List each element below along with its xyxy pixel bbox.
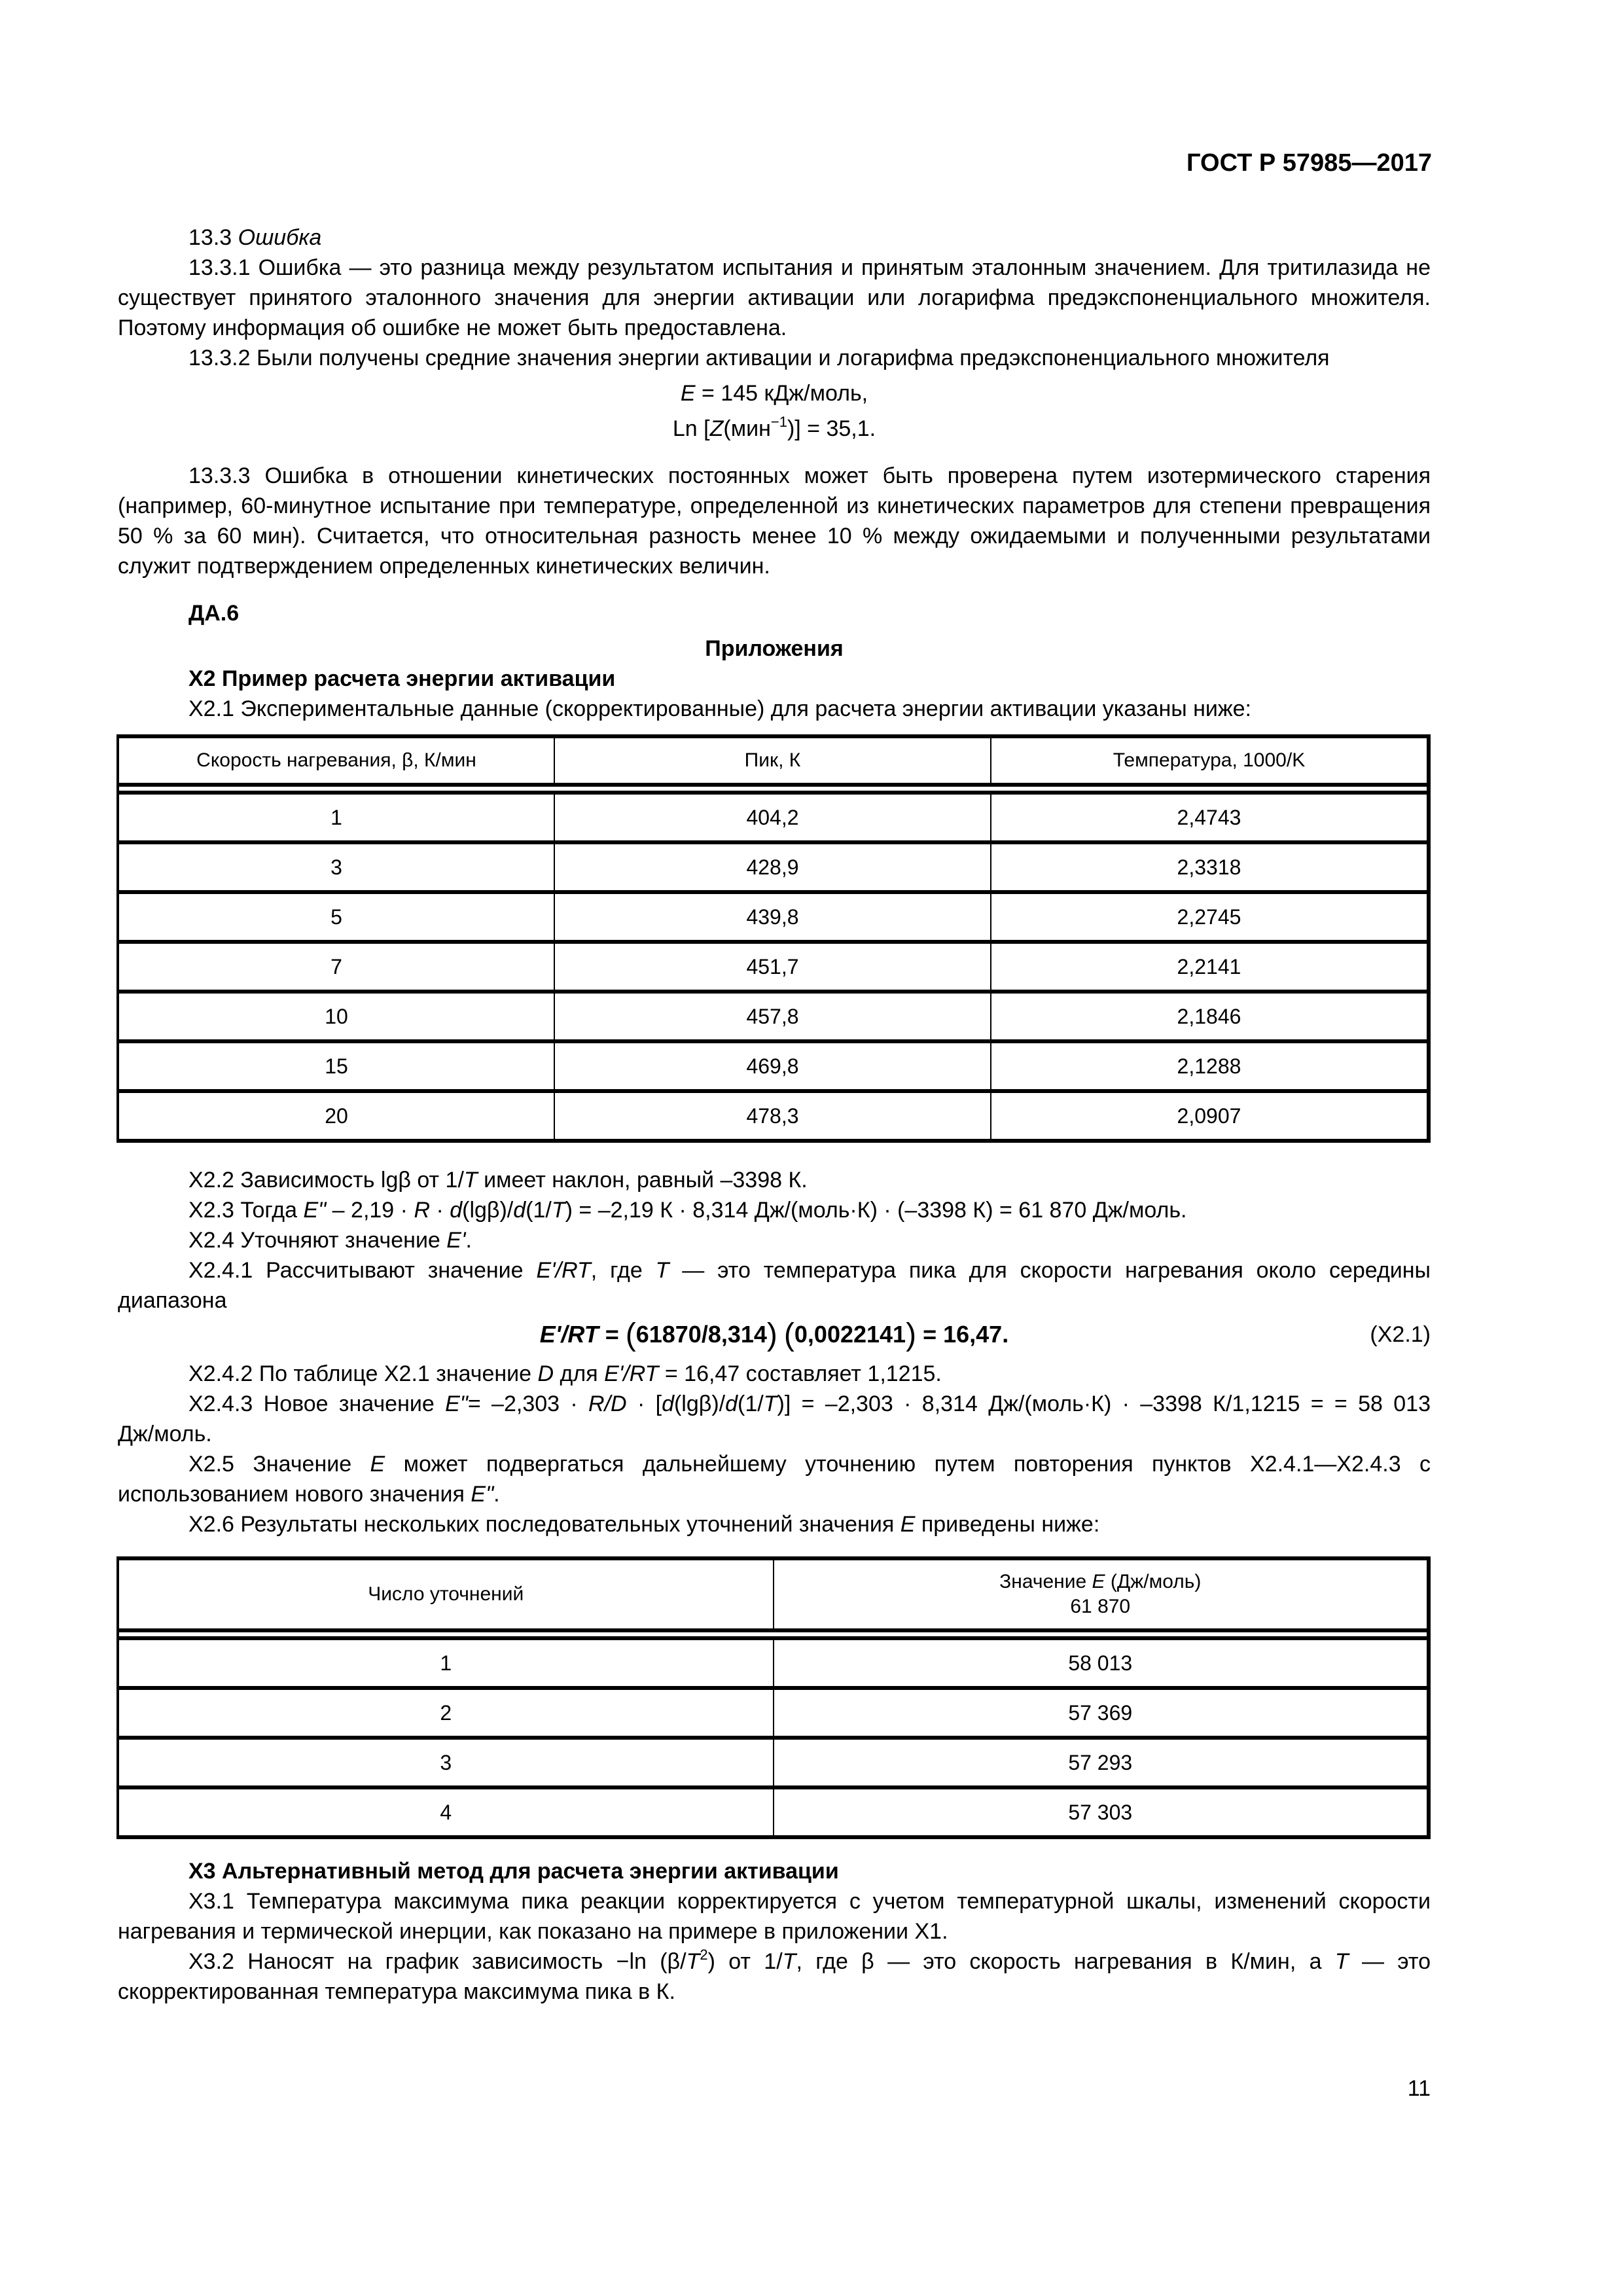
refinement-results-table [116,1556,1431,1839]
paren-close: ) [766,1318,777,1352]
var-e: E [680,381,696,406]
text: имеет наклон, равный –3398 К. [477,1168,808,1193]
var-d: d [725,1391,738,1416]
section-number: 13.3 [188,225,238,250]
var-t: T [655,1258,669,1283]
var-d: d [662,1391,674,1416]
table-row [118,842,1429,892]
formula-text: = 145 кДж/моль, [695,381,868,406]
table-row [118,793,1429,842]
paragraph-13-3-1: 13.3.1 Ошибка — это разница между результатом испытания и принятым эталонным значением. Для тритилазида не существует принятого эталонного значения для энергии активации или логарифма предэкспоненциального множителя. Поэтому информация об ошибке не может быть предоставлена. [118,255,1431,340]
text: , где [590,1258,656,1283]
column-header-peak: Пик, К [554,736,991,785]
var-ert: E'/RT [604,1361,659,1386]
cell-peak: 404,2 [554,793,991,842]
text: (Дж/моль) [1105,1571,1202,1592]
equals: = [598,1321,626,1348]
paragraph-x2-4-3 [118,1389,1431,1449]
paragraph-13-3-3: 13.3.3 Ошибка в отношении кинетических постоянных может быть проверена путем изотермического старения (например, 60-минутное испытание при температуре, определенной из кинетических параметров для степени превращения 50 % за 60 мин). Считается, что относительная разность менее 10 % между ожидаемыми и полученными результатами служит подтверждением определенных кинетических величин. [118,463,1431,579]
initial-value: 61 870 [1070,1596,1131,1617]
var-d: d [450,1198,463,1223]
text: · [430,1198,450,1223]
var-t: T [551,1198,565,1223]
table-row [118,1638,1429,1688]
paragraph-x2-3 [118,1195,1431,1225]
cell-e-value: 57 303 [774,1787,1429,1837]
var-e: E" [445,1391,468,1416]
var-e: E' [446,1228,466,1253]
text: ) от 1/ [707,1949,783,1974]
var-e: E" [471,1482,494,1507]
equation-term: 0,0022141 [794,1321,906,1348]
cell-peak: 469,8 [554,1041,991,1091]
cell-heating-rate: 10 [118,992,554,1041]
text: X2.4.3 Новое значение [188,1391,446,1416]
cell-heating-rate: 20 [118,1091,554,1141]
table-row [118,942,1429,992]
text: X2.6 Результаты нескольких последовательных уточнений значения [188,1512,901,1537]
cell-heating-rate: 5 [118,892,554,942]
x3-heading: X3 Альтернативный метод для расчета энергии активации [188,1859,839,1884]
cell-temperature: 2,1846 [991,992,1429,1041]
text: X2.3 Тогда [188,1198,304,1223]
text: X2.2 Зависимость lgβ от 1/ [188,1168,464,1193]
cell-peak: 439,8 [554,892,991,942]
var-t: T [782,1949,796,1974]
cell-heating-rate: 1 [118,793,554,842]
text: · [ [626,1391,662,1416]
column-header-e-value [774,1558,1429,1630]
paragraph-x2-4-1 [118,1255,1431,1316]
text: Значение [999,1571,1092,1592]
text: — это скорректированная температура максимума пика в К. [118,1949,1431,2004]
text: X2.5 Значение [188,1452,370,1477]
paragraph-x2-5 [118,1449,1431,1509]
var-d: D [537,1361,554,1386]
equation-x2-1 [118,1316,1431,1354]
text: X2.4.2 По таблице X2.1 значение [188,1361,538,1386]
text: , где β — это скорость нагревания в К/мин, а [796,1949,1335,1974]
paragraph-x2-1: X2.1 Экспериментальные данные (скорректированные) для расчета энергии активации указаны ниже: [188,696,1251,721]
table-row [118,1738,1429,1787]
column-header-temperature: Температура, 1000/K [991,736,1429,785]
text: )] = –2,303 · 8,314 Дж/(моль·К) · –3398 К/1,1215 = = 58 013 Дж/моль. [118,1391,1431,1446]
var-e: E [900,1512,916,1537]
text: для [554,1361,605,1386]
text: приведены ниже: [915,1512,1100,1537]
var-t: T [686,1949,700,1974]
experimental-data-table [116,734,1431,1143]
var-z: Z [709,416,724,441]
text: (lgβ)/ [673,1391,726,1416]
page-content [118,223,1431,2007]
cell-refinement-count: 2 [118,1688,774,1738]
var-t: T [763,1391,777,1416]
paragraph-x3-1: X3.1 Температура максимума пика реакции корректируется с учетом температурной шкалы, изменений скорости нагревания и термической инерции, как показано на примере в приложении X1. [118,1889,1431,1944]
var-ert: E'/RT [536,1258,591,1283]
cell-heating-rate: 7 [118,942,554,992]
section-title: Ошибка [238,225,322,250]
table-row [118,1787,1429,1837]
cell-peak: 478,3 [554,1091,991,1141]
cell-e-value: 57 369 [774,1688,1429,1738]
text: . [465,1228,472,1253]
table-row [118,1041,1429,1091]
cell-peak: 428,9 [554,842,991,892]
text: может подвергаться дальнейшему уточнению путем повторения пунктов X2.4.1—X2.4.3 с использованием нового значения [118,1452,1431,1507]
paren-close: ) [906,1318,917,1352]
cell-temperature: 2,3318 [991,842,1429,892]
paragraph-x2-2 [118,1165,1431,1195]
var-e: E" [303,1198,327,1223]
var-e: E [370,1452,385,1477]
text: (lgβ)/ [462,1198,514,1223]
header-separator [118,785,1429,793]
cell-temperature: 2,4743 [991,793,1429,842]
table-row [118,1091,1429,1141]
formula-text: (мин [723,416,771,441]
superscript: 2 [700,1946,708,1963]
text: . [493,1482,500,1507]
equation-lhs: E'/RT [539,1321,599,1348]
section-13-3-title [118,223,1431,253]
text: (1/ [526,1198,552,1223]
var-rd: R/D [588,1391,627,1416]
cell-refinement-count: 1 [118,1638,774,1688]
var-e: E [1092,1571,1105,1592]
table-row [118,1688,1429,1738]
var-t: T [1334,1949,1349,1974]
document-id-header: ГОСТ Р 57985—2017 [1186,149,1432,177]
formula-text: Ln [ [672,416,710,441]
equation-body [118,1316,1431,1354]
var-r: R [414,1198,430,1223]
table-row [118,892,1429,942]
x2-heading: X2 Пример расчета энергии активации [188,666,616,691]
text: X2.4 Уточняют значение [188,1228,447,1253]
column-header-refinements: Число уточнений [118,1558,774,1630]
equation-rhs: = 16,47. [916,1321,1009,1348]
cell-e-value: 58 013 [774,1638,1429,1688]
equation-number: (X2.1) [1370,1322,1431,1347]
text: = –2,303 · [467,1391,589,1416]
paragraph-x2-4 [118,1225,1431,1255]
equation-term: 61870/8,314 [635,1321,767,1348]
formula-text: )] = 35,1. [787,416,876,441]
cell-heating-rate: 3 [118,842,554,892]
superscript: −1 [770,414,787,430]
text: X2.4.1 Рассчитывают значение [188,1258,537,1283]
cell-peak: 457,8 [554,992,991,1041]
paragraph-x3-2 [118,1946,1431,2007]
paragraph-13-3-2: 13.3.2 Были получены средние значения энергии активации и логарифма предэкспоненциального множителя [188,346,1330,370]
paren-open: ( [783,1318,794,1352]
text: — это температура пика для скорости нагревания около середины диапазона [118,1258,1431,1313]
cell-heating-rate: 15 [118,1041,554,1091]
var-t: T [463,1168,478,1193]
paren-open: ( [625,1318,636,1352]
text: = 16,47 составляет 1,1215. [658,1361,942,1386]
text: (1/ [738,1391,764,1416]
paragraph-x2-4-2 [118,1359,1431,1389]
text: ) = –2,19 К · 8,314 Дж/(моль·К) · (–3398 К) = 61 870 Дж/моль. [565,1198,1187,1223]
cell-peak: 451,7 [554,942,991,992]
page-number: 11 [1407,2076,1431,2101]
cell-temperature: 2,0907 [991,1091,1429,1141]
cell-temperature: 2,1288 [991,1041,1429,1091]
cell-temperature: 2,2141 [991,942,1429,992]
table-row [118,992,1429,1041]
var-d: d [513,1198,526,1223]
appendix-title: Приложения [705,636,844,661]
cell-refinement-count: 3 [118,1738,774,1787]
text: X3.2 Наносят на график зависимость −ln (β/ [188,1949,687,1974]
text: – 2,19 · [326,1198,414,1223]
paragraph-x2-6 [118,1509,1431,1539]
cell-e-value: 57 293 [774,1738,1429,1787]
formula-ln-z [118,414,1431,444]
da6-label: ДА.6 [188,601,240,626]
cell-refinement-count: 4 [118,1787,774,1837]
header-separator [118,1630,1429,1638]
cell-temperature: 2,2745 [991,892,1429,942]
column-header-heating-rate: Скорость нагревания, β, К/мин [118,736,554,785]
formula-energy [118,378,1431,408]
